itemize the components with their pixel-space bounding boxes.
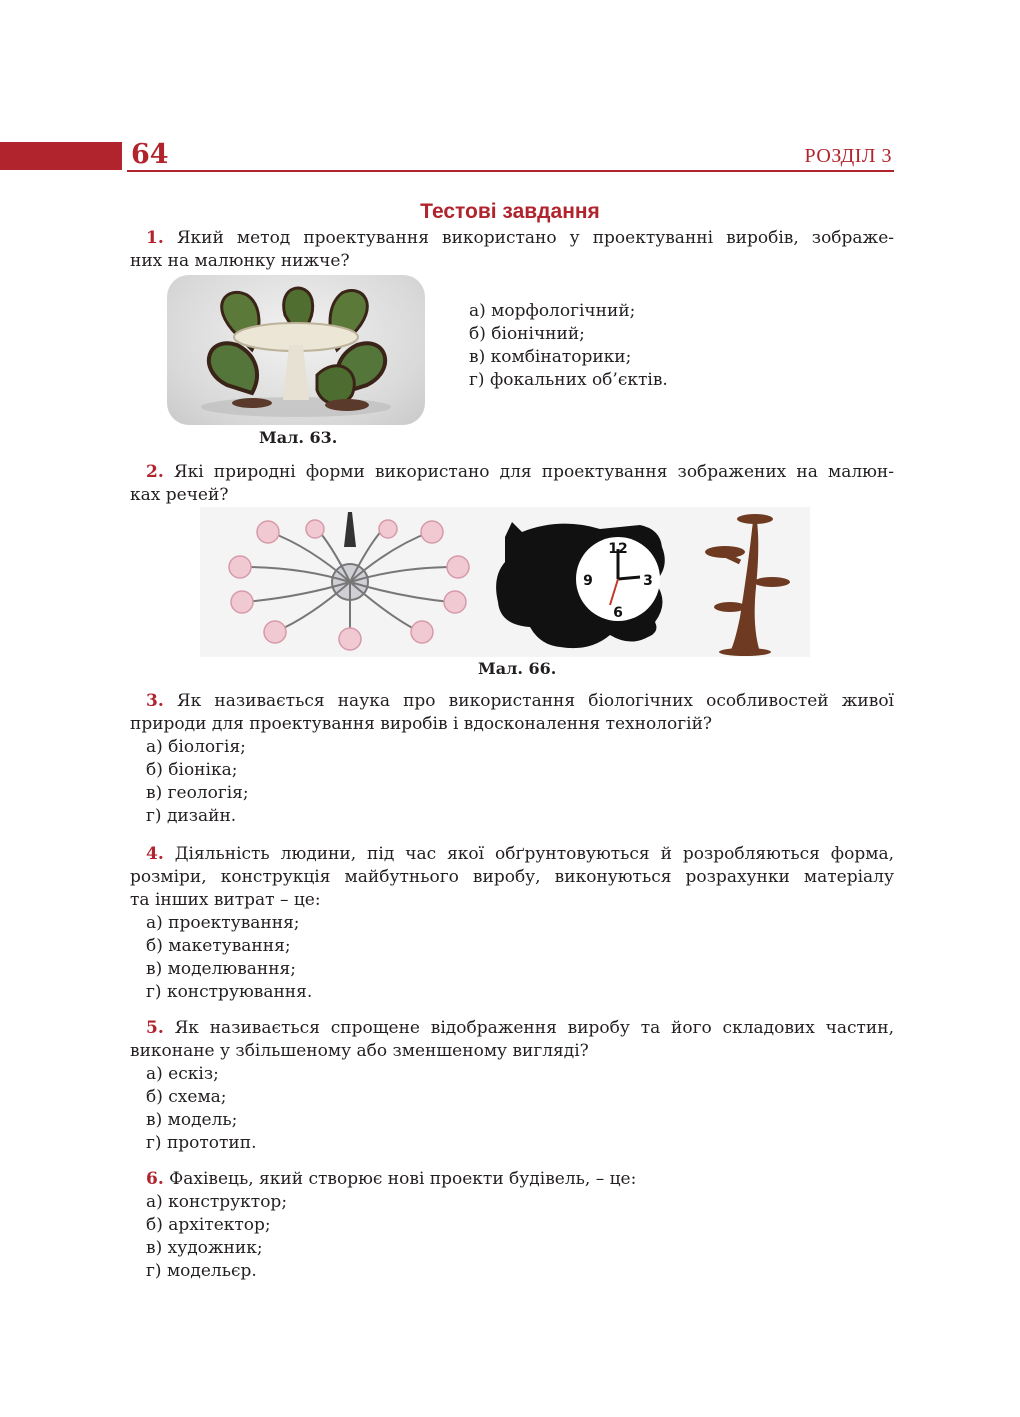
clock-numeral: 6 (613, 605, 623, 621)
question-number: 5. (146, 1018, 164, 1038)
option-b: б) біоніка; (146, 760, 238, 780)
question-number: 1. (146, 228, 164, 248)
question-1: 1. Який метод проектування використано у проектуванні виробів, зображе- них на малюнку нижче? (130, 228, 895, 271)
option-c: в) геологія; (146, 783, 249, 803)
cat-clock-icon (496, 522, 665, 648)
header-accent-bar (0, 142, 122, 170)
option-a: а) біологія; (146, 737, 246, 757)
option-a: а) морфологічний; (469, 301, 636, 321)
option-c: в) комбінаторики; (469, 347, 632, 367)
option-d: г) фокальних об’єктів. (469, 370, 668, 390)
figure-caption-63: Мал. 63. (259, 428, 338, 447)
clock-numeral: 3 (643, 573, 653, 589)
option-a: а) проектування; (146, 913, 300, 933)
leaf-furniture-image (167, 275, 425, 425)
clock-numeral: 9 (583, 573, 593, 589)
option-d: г) модельєр. (146, 1261, 257, 1281)
question-number: 4. (146, 844, 164, 864)
question-3: 3. Як називається наука про використання біологічних особливостей живої природи для проектування виробів і вдосконалення технологій? а) біологія; б) біоніка; в) геологія; г) дизайн. (130, 691, 894, 826)
question-1-options (469, 300, 668, 392)
mushroom-stand-icon (705, 514, 790, 656)
option-b: б) схема; (146, 1087, 227, 1107)
option-b: б) біонічний; (469, 324, 585, 344)
question-number: 6. (146, 1169, 164, 1189)
section-label: РОЗДІЛ 3 (804, 145, 892, 167)
option-a: а) конструктор; (146, 1192, 288, 1212)
question-5: 5. Як називається спрощене відображення виробу та його складових частин, виконане у збільшеному або зменшеному вигляді? а) ескіз; б) схема; в) модель; г) прототип. (130, 1018, 894, 1153)
option-a: а) ескіз; (146, 1064, 219, 1084)
figure-caption-66: Мал. 66. (478, 659, 557, 678)
page-title: Тестові завдання (420, 200, 600, 223)
figure-66-objects (200, 507, 810, 657)
option-d: г) конструювання. (146, 982, 313, 1002)
question-2: 2. Які природні форми використано для проектування зображених на малюн- ках речей? (130, 462, 895, 505)
chandelier-clock-stand-image (200, 507, 810, 657)
option-b: б) макетування; (146, 936, 291, 956)
page-number: 64 (131, 139, 169, 170)
option-c: в) моделювання; (146, 959, 297, 979)
header-rule (127, 170, 894, 172)
option-c: в) художник; (146, 1238, 263, 1258)
option-c: в) модель; (146, 1110, 238, 1130)
chandelier-icon (229, 512, 469, 650)
question-4: 4. Діяльність людини, під час якої обґрунтовуються й розробляються форма, розміри, конструкція майбутнього виробу, виконуються розрахунки матеріалу та інших витрат – це: а) проектування; б) макетування; в) моделювання; г) конструювання. (130, 844, 894, 1002)
figure-63-chairs-table (167, 275, 425, 425)
question-number: 3. (146, 691, 164, 711)
clock-numeral: 12 (608, 541, 628, 557)
question-number: 2. (146, 462, 164, 482)
option-b: б) архітектор; (146, 1215, 271, 1235)
option-d: г) дизайн. (146, 806, 237, 826)
question-6: 6. Фахівець, який створює нові проекти будівель, – це: а) конструктор; б) архітектор; в) художник; г) модельєр. (130, 1168, 894, 1283)
option-d: г) прототип. (146, 1133, 257, 1153)
